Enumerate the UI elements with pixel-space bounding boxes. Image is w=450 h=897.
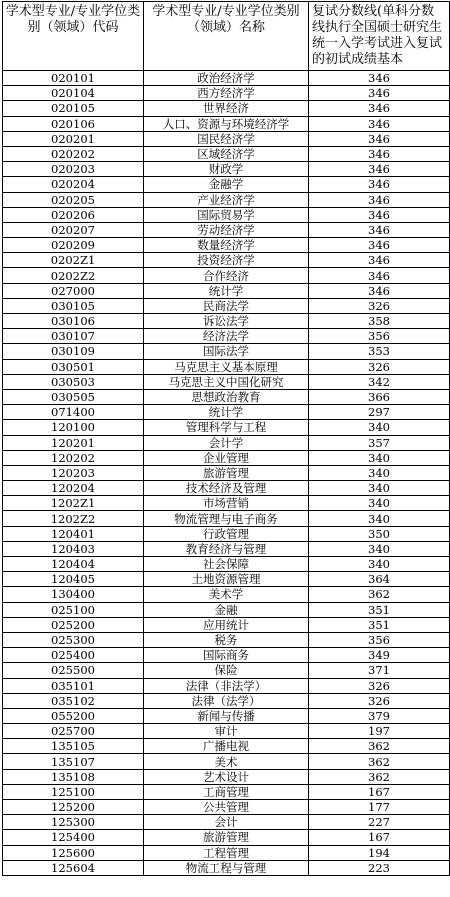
cell-code: 1202Z1 bbox=[3, 496, 144, 511]
table-row bbox=[3, 283, 450, 298]
cell-score: 167 bbox=[309, 830, 450, 845]
cell-score: 342 bbox=[309, 374, 450, 389]
cell-score: 346 bbox=[309, 207, 450, 222]
table-row bbox=[3, 298, 450, 313]
table-row bbox=[3, 207, 450, 222]
header-score: 复试分数线(单科分数线执行全国硕士研究生统一入学考试进入复试的初试成绩基本 bbox=[309, 2, 450, 71]
table-row bbox=[3, 557, 450, 572]
cell-score: 346 bbox=[309, 116, 450, 131]
cell-name: 新闻与传播 bbox=[144, 708, 309, 723]
cell-score: 358 bbox=[309, 314, 450, 329]
table-row bbox=[3, 177, 450, 192]
cell-code: 0202Z2 bbox=[3, 268, 144, 283]
cell-code: 020105 bbox=[3, 101, 144, 116]
cell-name: 马克思主义中国化研究 bbox=[144, 374, 309, 389]
cell-code: 120203 bbox=[3, 465, 144, 480]
table-row bbox=[3, 435, 450, 450]
table-row bbox=[3, 359, 450, 374]
table-row bbox=[3, 465, 450, 480]
table-row bbox=[3, 374, 450, 389]
cell-score: 227 bbox=[309, 815, 450, 830]
cell-code: 020104 bbox=[3, 86, 144, 101]
cell-score: 346 bbox=[309, 177, 450, 192]
cell-name: 法律（非法学） bbox=[144, 678, 309, 693]
cell-score: 177 bbox=[309, 800, 450, 815]
cell-name: 区域经济学 bbox=[144, 146, 309, 161]
table-row bbox=[3, 162, 450, 177]
cell-score: 346 bbox=[309, 253, 450, 268]
cell-name: 财政学 bbox=[144, 162, 309, 177]
cell-code: 025200 bbox=[3, 617, 144, 632]
cell-name: 马克思主义基本原理 bbox=[144, 359, 309, 374]
cell-score: 357 bbox=[309, 435, 450, 450]
cell-score: 346 bbox=[309, 101, 450, 116]
table-row bbox=[3, 71, 450, 86]
cell-name: 西方经济学 bbox=[144, 86, 309, 101]
cell-name: 旅游管理 bbox=[144, 465, 309, 480]
table-row bbox=[3, 784, 450, 799]
cell-name: 工商管理 bbox=[144, 784, 309, 799]
cell-name: 保险 bbox=[144, 663, 309, 678]
table-header-row bbox=[3, 2, 450, 71]
table-row bbox=[3, 101, 450, 116]
cell-name: 人口、资源与环境经济学 bbox=[144, 116, 309, 131]
table-row bbox=[3, 526, 450, 541]
table-row bbox=[3, 648, 450, 663]
cell-name: 会计学 bbox=[144, 435, 309, 450]
cell-name: 经济法学 bbox=[144, 329, 309, 344]
cell-code: 020209 bbox=[3, 238, 144, 253]
cell-name: 国际贸易学 bbox=[144, 207, 309, 222]
cell-code: 025300 bbox=[3, 632, 144, 647]
cell-name: 数量经济学 bbox=[144, 238, 309, 253]
table-row bbox=[3, 678, 450, 693]
cell-code: 120202 bbox=[3, 450, 144, 465]
cell-name: 合作经济 bbox=[144, 268, 309, 283]
cell-code: 030106 bbox=[3, 314, 144, 329]
cell-score: 353 bbox=[309, 344, 450, 359]
cell-score: 346 bbox=[309, 131, 450, 146]
cell-code: 071400 bbox=[3, 405, 144, 420]
cell-code: 125300 bbox=[3, 815, 144, 830]
table-row bbox=[3, 541, 450, 556]
cell-code: 025700 bbox=[3, 724, 144, 739]
cell-name: 行政管理 bbox=[144, 526, 309, 541]
table-row bbox=[3, 131, 450, 146]
table-row bbox=[3, 420, 450, 435]
cell-name: 民商法学 bbox=[144, 298, 309, 313]
cell-score: 351 bbox=[309, 602, 450, 617]
cell-score: 223 bbox=[309, 860, 450, 875]
cell-code: 020206 bbox=[3, 207, 144, 222]
cell-code: 0202Z1 bbox=[3, 253, 144, 268]
cell-code: 020202 bbox=[3, 146, 144, 161]
score-table bbox=[2, 1, 450, 876]
table-row bbox=[3, 329, 450, 344]
cell-score: 197 bbox=[309, 724, 450, 739]
cell-code: 035102 bbox=[3, 693, 144, 708]
cell-score: 340 bbox=[309, 420, 450, 435]
cell-code: 020106 bbox=[3, 116, 144, 131]
cell-score: 346 bbox=[309, 162, 450, 177]
cell-score: 366 bbox=[309, 389, 450, 404]
cell-score: 340 bbox=[309, 541, 450, 556]
cell-code: 120404 bbox=[3, 557, 144, 572]
cell-code: 030503 bbox=[3, 374, 144, 389]
table-row bbox=[3, 389, 450, 404]
table-row bbox=[3, 314, 450, 329]
table-row bbox=[3, 222, 450, 237]
cell-score: 340 bbox=[309, 465, 450, 480]
cell-score: 349 bbox=[309, 648, 450, 663]
cell-code: 125400 bbox=[3, 830, 144, 845]
cell-name: 应用统计 bbox=[144, 617, 309, 632]
cell-score: 379 bbox=[309, 708, 450, 723]
table-row bbox=[3, 617, 450, 632]
cell-score: 340 bbox=[309, 511, 450, 526]
cell-score: 362 bbox=[309, 754, 450, 769]
table-row bbox=[3, 405, 450, 420]
table-row bbox=[3, 769, 450, 784]
cell-code: 1202Z2 bbox=[3, 511, 144, 526]
cell-code: 020101 bbox=[3, 71, 144, 86]
table-row bbox=[3, 708, 450, 723]
cell-name: 旅游管理 bbox=[144, 830, 309, 845]
cell-name: 技术经济及管理 bbox=[144, 481, 309, 496]
cell-name: 国民经济学 bbox=[144, 131, 309, 146]
cell-score: 356 bbox=[309, 632, 450, 647]
cell-code: 055200 bbox=[3, 708, 144, 723]
cell-code: 020203 bbox=[3, 162, 144, 177]
cell-score: 364 bbox=[309, 572, 450, 587]
table-row bbox=[3, 815, 450, 830]
cell-score: 346 bbox=[309, 146, 450, 161]
table-row bbox=[3, 845, 450, 860]
cell-name: 会计 bbox=[144, 815, 309, 830]
cell-code: 030105 bbox=[3, 298, 144, 313]
cell-code: 020204 bbox=[3, 177, 144, 192]
cell-score: 350 bbox=[309, 526, 450, 541]
header-name: 学术型专业/专业学位类别（领域）名称 bbox=[144, 2, 309, 71]
cell-code: 025100 bbox=[3, 602, 144, 617]
header-code: 学术型专业/专业学位类 别（领域）代码 bbox=[3, 2, 144, 71]
cell-name: 金融学 bbox=[144, 177, 309, 192]
cell-code: 027000 bbox=[3, 283, 144, 298]
cell-code: 120204 bbox=[3, 481, 144, 496]
cell-code: 125200 bbox=[3, 800, 144, 815]
table-row bbox=[3, 663, 450, 678]
cell-code: 035101 bbox=[3, 678, 144, 693]
cell-name: 思想政治教育 bbox=[144, 389, 309, 404]
table-row bbox=[3, 572, 450, 587]
table-row bbox=[3, 496, 450, 511]
cell-name: 审计 bbox=[144, 724, 309, 739]
table-row bbox=[3, 344, 450, 359]
table-row bbox=[3, 268, 450, 283]
cell-name: 美术 bbox=[144, 754, 309, 769]
table-row bbox=[3, 739, 450, 754]
cell-score: 297 bbox=[309, 405, 450, 420]
cell-name: 统计学 bbox=[144, 283, 309, 298]
cell-code: 030107 bbox=[3, 329, 144, 344]
cell-name: 市场营销 bbox=[144, 496, 309, 511]
cell-score: 346 bbox=[309, 71, 450, 86]
cell-score: 371 bbox=[309, 663, 450, 678]
table-row bbox=[3, 830, 450, 845]
cell-score: 326 bbox=[309, 298, 450, 313]
cell-name: 统计学 bbox=[144, 405, 309, 420]
cell-name: 劳动经济学 bbox=[144, 222, 309, 237]
table-row bbox=[3, 860, 450, 875]
cell-name: 工程管理 bbox=[144, 845, 309, 860]
table-row bbox=[3, 511, 450, 526]
cell-name: 税务 bbox=[144, 632, 309, 647]
cell-score: 362 bbox=[309, 739, 450, 754]
table-row bbox=[3, 800, 450, 815]
cell-name: 产业经济学 bbox=[144, 192, 309, 207]
table-row bbox=[3, 724, 450, 739]
cell-name: 物流管理与电子商务 bbox=[144, 511, 309, 526]
cell-name: 政治经济学 bbox=[144, 71, 309, 86]
cell-score: 362 bbox=[309, 769, 450, 784]
score-table-container bbox=[2, 1, 449, 876]
cell-score: 356 bbox=[309, 329, 450, 344]
table-row bbox=[3, 192, 450, 207]
table-row bbox=[3, 587, 450, 602]
table-row bbox=[3, 116, 450, 131]
cell-code: 120405 bbox=[3, 572, 144, 587]
cell-score: 346 bbox=[309, 268, 450, 283]
cell-score: 362 bbox=[309, 587, 450, 602]
cell-name: 企业管理 bbox=[144, 450, 309, 465]
cell-score: 351 bbox=[309, 617, 450, 632]
cell-score: 326 bbox=[309, 693, 450, 708]
table-row bbox=[3, 632, 450, 647]
cell-code: 125600 bbox=[3, 845, 144, 860]
cell-name: 广播电视 bbox=[144, 739, 309, 754]
cell-code: 030109 bbox=[3, 344, 144, 359]
cell-name: 公共管理 bbox=[144, 800, 309, 815]
cell-code: 120401 bbox=[3, 526, 144, 541]
cell-score: 340 bbox=[309, 450, 450, 465]
cell-score: 346 bbox=[309, 283, 450, 298]
cell-code: 030505 bbox=[3, 389, 144, 404]
table-row bbox=[3, 450, 450, 465]
cell-code: 020207 bbox=[3, 222, 144, 237]
table-row bbox=[3, 602, 450, 617]
cell-score: 346 bbox=[309, 192, 450, 207]
cell-code: 025500 bbox=[3, 663, 144, 678]
table-body bbox=[3, 71, 450, 876]
cell-score: 346 bbox=[309, 86, 450, 101]
cell-code: 020201 bbox=[3, 131, 144, 146]
cell-name: 国际法学 bbox=[144, 344, 309, 359]
cell-code: 120201 bbox=[3, 435, 144, 450]
cell-name: 投资经济学 bbox=[144, 253, 309, 268]
cell-name: 社会保障 bbox=[144, 557, 309, 572]
cell-score: 346 bbox=[309, 238, 450, 253]
table-row bbox=[3, 253, 450, 268]
cell-code: 125604 bbox=[3, 860, 144, 875]
table-row bbox=[3, 238, 450, 253]
cell-name: 美术学 bbox=[144, 587, 309, 602]
cell-score: 194 bbox=[309, 845, 450, 860]
cell-code: 030501 bbox=[3, 359, 144, 374]
cell-name: 土地资源管理 bbox=[144, 572, 309, 587]
cell-code: 125100 bbox=[3, 784, 144, 799]
cell-name: 诉讼法学 bbox=[144, 314, 309, 329]
table-row bbox=[3, 481, 450, 496]
table-row bbox=[3, 146, 450, 161]
cell-code: 025400 bbox=[3, 648, 144, 663]
cell-name: 艺术设计 bbox=[144, 769, 309, 784]
cell-score: 340 bbox=[309, 481, 450, 496]
cell-score: 340 bbox=[309, 557, 450, 572]
table-row bbox=[3, 86, 450, 101]
cell-name: 世界经济 bbox=[144, 101, 309, 116]
cell-score: 326 bbox=[309, 359, 450, 374]
cell-score: 346 bbox=[309, 222, 450, 237]
cell-code: 120403 bbox=[3, 541, 144, 556]
table-row bbox=[3, 693, 450, 708]
cell-code: 130400 bbox=[3, 587, 144, 602]
cell-code: 120100 bbox=[3, 420, 144, 435]
cell-name: 物流工程与管理 bbox=[144, 860, 309, 875]
cell-score: 167 bbox=[309, 784, 450, 799]
cell-name: 国际商务 bbox=[144, 648, 309, 663]
cell-code: 135105 bbox=[3, 739, 144, 754]
cell-code: 135108 bbox=[3, 769, 144, 784]
cell-name: 管理科学与工程 bbox=[144, 420, 309, 435]
cell-name: 教育经济与管理 bbox=[144, 541, 309, 556]
cell-name: 金融 bbox=[144, 602, 309, 617]
cell-score: 326 bbox=[309, 678, 450, 693]
cell-code: 020205 bbox=[3, 192, 144, 207]
cell-name: 法律（法学） bbox=[144, 693, 309, 708]
cell-code: 135107 bbox=[3, 754, 144, 769]
table-row bbox=[3, 754, 450, 769]
cell-score: 340 bbox=[309, 496, 450, 511]
